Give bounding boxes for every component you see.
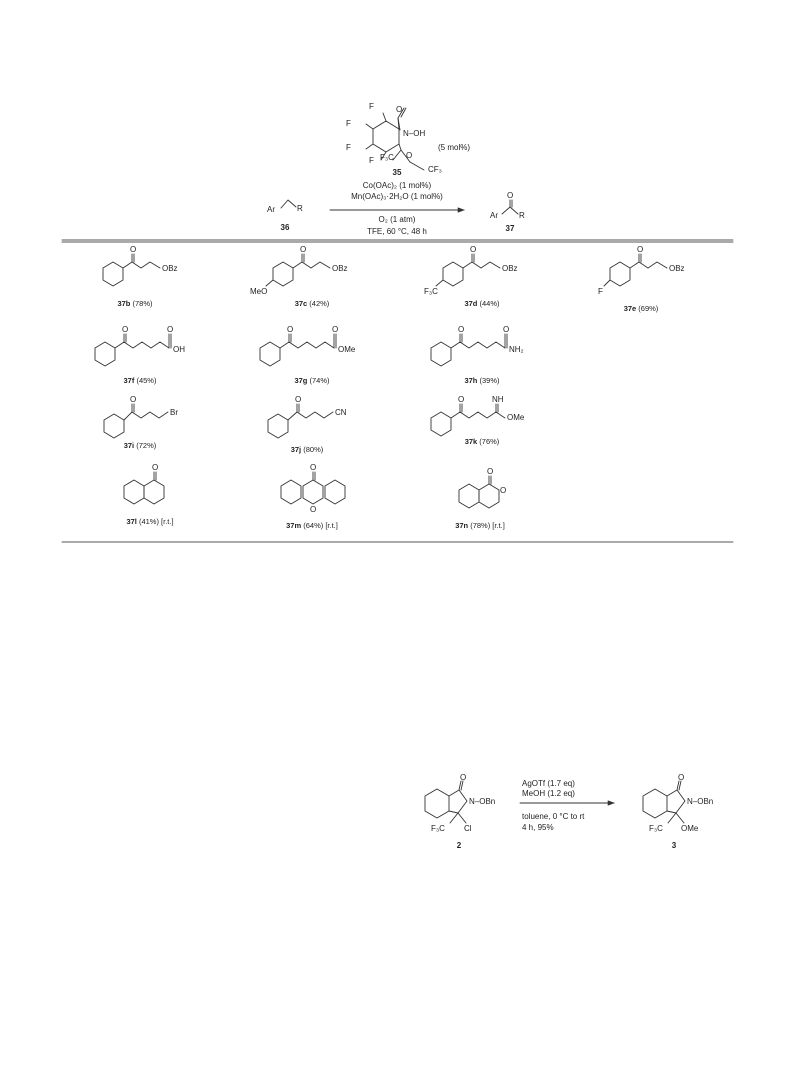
37f-yield: (45%) bbox=[136, 376, 157, 385]
37e-sub: F bbox=[598, 287, 603, 296]
37l-o: O bbox=[152, 463, 159, 472]
condition-co: Co(OAc)₂ (1 mol%) bbox=[362, 181, 432, 190]
compound-37e bbox=[598, 245, 685, 313]
catalyst-f1: F bbox=[369, 102, 374, 111]
compound-37c bbox=[250, 245, 348, 308]
substrate-number: 36 bbox=[280, 223, 290, 232]
compound-37j bbox=[268, 395, 347, 454]
37k-nh: NH bbox=[492, 395, 504, 404]
svg-text:37e (69%) bbox=[624, 304, 659, 313]
37k-group: OMe bbox=[507, 413, 525, 422]
37i-id: 37i bbox=[123, 441, 135, 450]
substrate-36 bbox=[267, 200, 303, 232]
37m-o2: O bbox=[310, 505, 317, 514]
37m-id: 37m bbox=[286, 521, 302, 530]
svg-text:37l (41%) [r.t.] bbox=[126, 517, 173, 526]
svg-text:37d (44%) bbox=[464, 299, 500, 308]
37h-yield: (39%) bbox=[479, 376, 500, 385]
37h-group: NH₂ bbox=[509, 345, 524, 354]
37g-group: OMe bbox=[338, 345, 356, 354]
svg-text:37c (42%) bbox=[295, 299, 330, 308]
svg-text:37f (45%) bbox=[124, 376, 157, 385]
product-ar: Ar bbox=[490, 211, 498, 220]
condition-o2: O₂ (1 atm) bbox=[378, 215, 416, 224]
37l-yield: (41%) [r.t.] bbox=[138, 517, 174, 526]
product3-f3c: F₃C bbox=[649, 824, 663, 833]
product-37 bbox=[490, 191, 525, 233]
37i-o: O bbox=[130, 395, 137, 404]
37c-sub: MeO bbox=[250, 287, 268, 296]
condition-toluene: toluene, 0 °C to rt bbox=[522, 812, 585, 821]
svg-text:37g (74%) bbox=[294, 376, 330, 385]
37g-id: 37g bbox=[294, 376, 308, 385]
product-number: 37 bbox=[505, 224, 515, 233]
catalyst-loading: (5 mol%) bbox=[438, 143, 471, 152]
37d-id: 37d bbox=[464, 299, 478, 308]
37e-o: O bbox=[637, 245, 644, 254]
condition-mn: Mn(OAc)₃·2H₂O (1 mol%) bbox=[351, 192, 443, 201]
37c-o: O bbox=[300, 245, 307, 254]
37d-group: OBz bbox=[502, 264, 518, 273]
svg-text:37m (64%) [r.t.] bbox=[286, 521, 338, 530]
svg-text:37k (76%) bbox=[465, 437, 500, 446]
svg-text:37b (78%) bbox=[117, 299, 153, 308]
37b-o: O bbox=[130, 245, 137, 254]
product3-o: O bbox=[678, 773, 685, 782]
reactant-cl: Cl bbox=[464, 824, 472, 833]
37h-o2: O bbox=[503, 325, 510, 334]
37h-id: 37h bbox=[464, 376, 478, 385]
37c-group: OBz bbox=[332, 264, 348, 273]
reactant-f3c: F₃C bbox=[431, 824, 445, 833]
compound-37d bbox=[424, 245, 518, 308]
37m-o1: O bbox=[310, 463, 317, 472]
condition-time-yield: 4 h, 95% bbox=[522, 823, 554, 832]
37n-id: 37n bbox=[455, 521, 469, 530]
37g-yield: (74%) bbox=[309, 376, 330, 385]
compound-37m bbox=[281, 463, 345, 530]
catalyst-f3: F bbox=[346, 143, 351, 152]
37g-o1: O bbox=[287, 325, 294, 334]
product-3 bbox=[643, 773, 713, 850]
compound-37b bbox=[103, 245, 178, 308]
37b-yield: (78%) bbox=[132, 299, 153, 308]
svg-text:37i (72%) bbox=[124, 441, 157, 450]
reactant-n: N–OBn bbox=[469, 797, 496, 806]
catalyst-number: 35 bbox=[392, 168, 402, 177]
substrate-r: R bbox=[297, 204, 303, 213]
37i-yield: (72%) bbox=[136, 441, 157, 450]
product3-number: 3 bbox=[671, 841, 677, 850]
37d-o: O bbox=[470, 245, 477, 254]
reactant-o: O bbox=[460, 773, 467, 782]
catalyst-cf3: CF₃ bbox=[428, 165, 442, 174]
37c-id: 37c bbox=[294, 299, 308, 308]
condition-meoh: MeOH (1.2 eq) bbox=[522, 789, 575, 798]
37h-o1: O bbox=[458, 325, 465, 334]
37d-yield: (44%) bbox=[479, 299, 500, 308]
37k-yield: (76%) bbox=[479, 437, 500, 446]
37j-o: O bbox=[295, 395, 302, 404]
37f-group: OH bbox=[173, 345, 185, 354]
svg-text:37h (39%) bbox=[464, 376, 500, 385]
compound-37k bbox=[431, 395, 525, 446]
37n-o1: O bbox=[487, 467, 494, 476]
catalyst-35 bbox=[346, 102, 470, 177]
37b-group: OBz bbox=[162, 264, 178, 273]
37f-o2: O bbox=[167, 325, 174, 334]
37e-yield: (69%) bbox=[638, 304, 659, 313]
catalyst-carbonyl-o: O bbox=[396, 105, 403, 114]
37n-yield: (78%) [r.t.] bbox=[470, 521, 505, 530]
catalyst-f4: F bbox=[369, 156, 374, 165]
37f-o1: O bbox=[122, 325, 129, 334]
condition-tfe: TFE, 60 °C, 48 h bbox=[367, 227, 427, 236]
37j-group: CN bbox=[335, 408, 347, 417]
condition-agotf: AgOTf (1.7 eq) bbox=[522, 779, 575, 788]
catalyst-f2: F bbox=[346, 119, 351, 128]
37g-o2: O bbox=[332, 325, 339, 334]
product3-ome: OMe bbox=[681, 824, 699, 833]
svg-text:37n (78%) [r.t.] bbox=[455, 521, 505, 530]
compound-37h bbox=[431, 325, 524, 385]
product-o: O bbox=[507, 191, 514, 200]
compound-37l bbox=[124, 463, 174, 526]
catalyst-f3c: F₃C bbox=[380, 153, 394, 162]
compound-37n bbox=[455, 467, 506, 530]
37b-id: 37b bbox=[117, 299, 131, 308]
compound-37f bbox=[95, 325, 185, 385]
37k-id: 37k bbox=[464, 437, 478, 446]
37e-group: OBz bbox=[669, 264, 685, 273]
37e-id: 37e bbox=[623, 304, 637, 313]
catalyst-ring bbox=[373, 121, 399, 152]
svg-text:37j (80%) bbox=[291, 445, 324, 454]
substrate-ar: Ar bbox=[267, 205, 275, 214]
37c-yield: (42%) bbox=[309, 299, 330, 308]
compound-37g bbox=[260, 325, 356, 385]
catalyst-ether-o: O bbox=[406, 151, 413, 160]
reactant-2 bbox=[425, 773, 495, 850]
37n-o2: O bbox=[500, 486, 507, 495]
compound-37i bbox=[104, 395, 178, 450]
catalyst-n-oh: N–OH bbox=[403, 129, 426, 138]
37i-group: Br bbox=[170, 408, 178, 417]
37k-o: O bbox=[458, 395, 465, 404]
product3-n: N–OBn bbox=[687, 797, 714, 806]
37d-sub: F₃C bbox=[424, 287, 438, 296]
37j-yield: (80%) bbox=[303, 445, 324, 454]
reactant-number: 2 bbox=[456, 841, 462, 850]
product-r: R bbox=[519, 211, 525, 220]
37m-yield: (64%) [r.t.] bbox=[303, 521, 338, 530]
37f-id: 37f bbox=[123, 376, 135, 385]
37j-id: 37j bbox=[290, 445, 302, 454]
37l-id: 37l bbox=[126, 517, 137, 526]
